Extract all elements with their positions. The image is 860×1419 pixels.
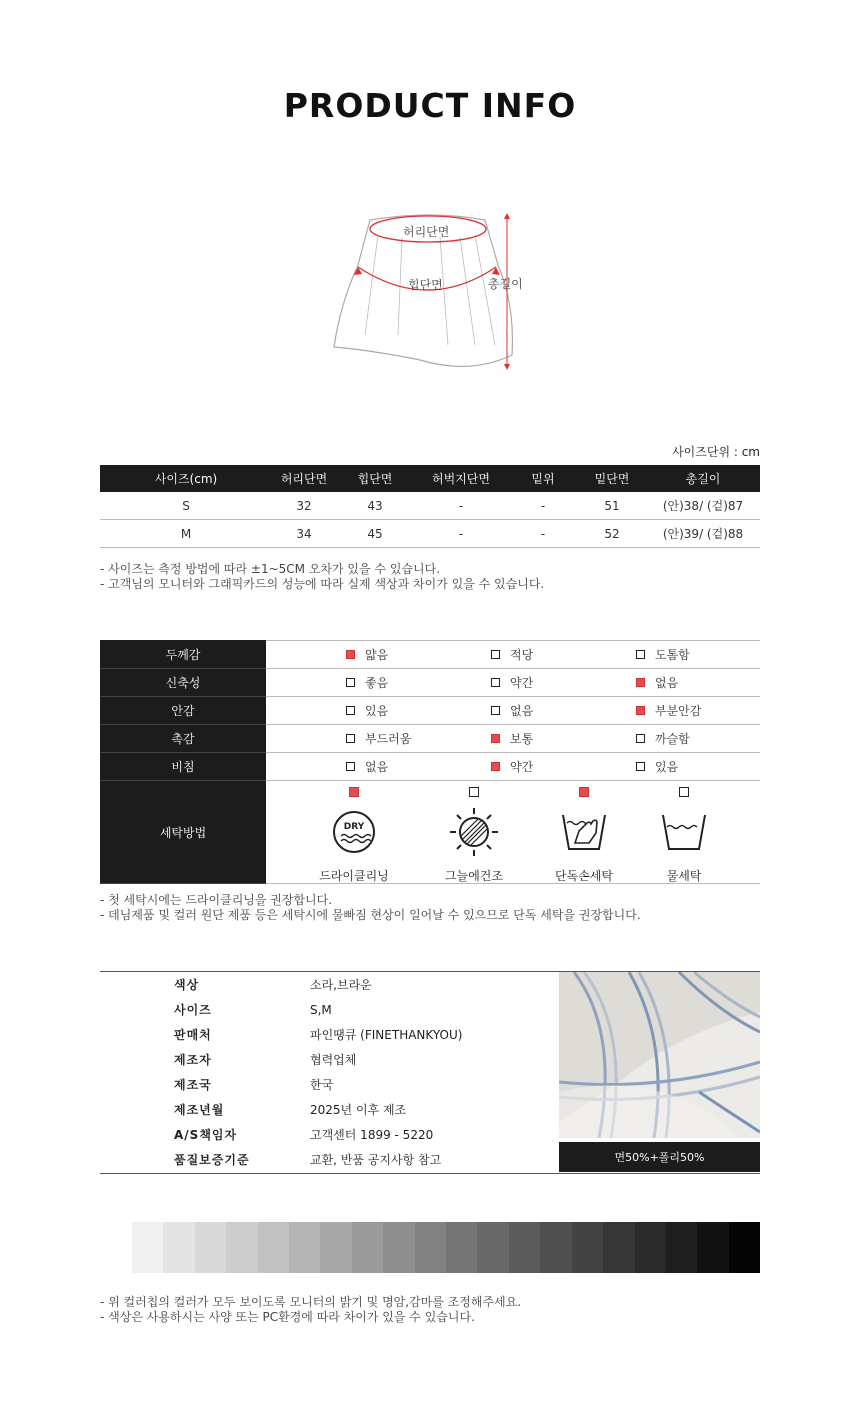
checkbox-icon — [491, 650, 500, 659]
note-line: - 색상은 사용하시는 사양 또는 PC환경에 따라 차이가 있을 수 있습니다. — [100, 1310, 475, 1324]
checkbox-icon — [346, 762, 355, 771]
dry-clean-icon — [309, 803, 399, 861]
fabric-image — [559, 972, 760, 1138]
checkbox-icon — [491, 762, 500, 771]
material-label: 면50%+폴리50% — [559, 1142, 760, 1172]
color-chip — [163, 1222, 194, 1273]
info-value: 고객센터 1899 - 5220 — [310, 1128, 434, 1142]
wash-option — [539, 787, 629, 884]
info-value: 소라,브라운 — [310, 978, 372, 992]
color-chip — [383, 1222, 414, 1273]
color-chip — [697, 1222, 728, 1273]
info-key: 제조국 — [174, 1078, 212, 1092]
wash-label: 단독손세탁 — [555, 869, 613, 883]
option-unchecked — [346, 674, 388, 691]
checkbox-icon — [469, 787, 479, 797]
color-chip — [603, 1222, 634, 1273]
info-row — [100, 1022, 558, 1047]
color-chip — [477, 1222, 508, 1273]
checkbox-icon — [636, 678, 645, 687]
wash-option — [309, 787, 399, 884]
color-chip — [226, 1222, 257, 1273]
checkbox-icon — [636, 706, 645, 715]
checkbox-icon — [636, 734, 645, 743]
attribute-options — [266, 725, 760, 753]
option-label: 보통 — [510, 732, 534, 746]
color-chip — [289, 1222, 320, 1273]
note-line: - 첫 세탁시에는 드라이클리닝을 권장합니다. — [100, 893, 333, 907]
table-cell: 43 — [336, 492, 414, 520]
table-cell: 51 — [578, 492, 646, 520]
thigh-header: 허벅지단면 — [414, 465, 508, 492]
info-value: 협력업체 — [310, 1053, 357, 1067]
hand-wash-icon — [539, 803, 629, 861]
option-unchecked — [491, 646, 533, 663]
color-chip-bar — [132, 1222, 760, 1273]
table-row — [100, 520, 760, 548]
table-cell: - — [414, 492, 508, 520]
waist-header: 허리단면 — [272, 465, 336, 492]
size-table — [100, 465, 760, 548]
attribute-label: 비침 — [100, 753, 266, 781]
info-row — [100, 997, 558, 1022]
info-row — [100, 1072, 558, 1097]
wash-option — [429, 787, 519, 884]
info-key: 품질보증기준 — [174, 1153, 250, 1167]
attribute-row — [100, 641, 760, 669]
color-chip — [258, 1222, 289, 1273]
rise-header: 밑위 — [508, 465, 578, 492]
attribute-label: 안감 — [100, 697, 266, 725]
option-unchecked — [346, 730, 411, 747]
info-key: 제조년월 — [174, 1103, 225, 1117]
option-label: 약간 — [510, 760, 534, 774]
attribute-options — [266, 669, 760, 697]
option-unchecked — [636, 646, 690, 663]
checkbox-icon — [579, 787, 589, 797]
table-cell: 32 — [272, 492, 336, 520]
color-chip — [729, 1222, 760, 1273]
option-unchecked — [636, 730, 690, 747]
option-label: 부분안감 — [655, 704, 702, 718]
size-header: 사이즈(cm) — [100, 465, 272, 492]
attribute-options — [266, 697, 760, 725]
size-notes — [100, 562, 544, 592]
option-label: 좋음 — [365, 676, 389, 690]
checkbox-icon — [491, 706, 500, 715]
option-unchecked — [346, 758, 388, 775]
option-label: 없음 — [365, 760, 389, 774]
info-value: 한국 — [310, 1078, 334, 1092]
table-row — [100, 492, 760, 520]
info-row — [100, 1047, 558, 1072]
table-cell: S — [100, 492, 272, 520]
info-row — [100, 1147, 558, 1172]
color-chip — [415, 1222, 446, 1273]
option-checked — [346, 646, 388, 663]
wash-notes — [100, 893, 641, 923]
color-notes — [100, 1295, 521, 1325]
info-value: 2025년 이후 제조 — [310, 1103, 407, 1117]
checkbox-icon — [346, 678, 355, 687]
info-key: 제조자 — [174, 1053, 212, 1067]
washing-options — [266, 781, 760, 884]
info-value: 파인땡큐 (FINETHANKYOU) — [310, 1028, 463, 1042]
info-key: 사이즈 — [174, 1003, 212, 1017]
option-checked — [636, 702, 701, 719]
page-title: PRODUCT INFO — [283, 86, 577, 125]
washing-label: 세탁방법 — [100, 781, 266, 884]
color-chip — [446, 1222, 477, 1273]
option-unchecked — [636, 758, 678, 775]
attribute-table — [100, 640, 760, 884]
table-cell: (안)38/ (겉)87 — [646, 492, 760, 520]
checkbox-icon — [346, 734, 355, 743]
info-key: A/S책임자 — [174, 1128, 238, 1142]
color-chip — [195, 1222, 226, 1273]
checkbox-icon — [349, 787, 359, 797]
color-chip — [540, 1222, 571, 1273]
waist-label: 허리단면 — [403, 225, 450, 239]
option-label: 없음 — [510, 704, 534, 718]
attribute-label: 촉감 — [100, 725, 266, 753]
option-checked — [491, 758, 533, 775]
wash-option — [639, 787, 729, 884]
table-cell: 34 — [272, 520, 336, 548]
info-key: 판매처 — [174, 1028, 212, 1042]
option-label: 없음 — [655, 676, 679, 690]
wash-label: 그늘에건조 — [445, 869, 503, 883]
info-row — [100, 1122, 558, 1147]
info-row — [100, 1097, 558, 1122]
color-chip — [320, 1222, 351, 1273]
attribute-row — [100, 697, 760, 725]
checkbox-icon — [636, 762, 645, 771]
attribute-label: 신축성 — [100, 669, 266, 697]
attribute-row — [100, 669, 760, 697]
hip-header: 힙단면 — [336, 465, 414, 492]
shade-dry-icon — [429, 803, 519, 861]
option-unchecked — [491, 674, 533, 691]
checkbox-icon — [491, 734, 500, 743]
note-line: - 고객님의 모니터와 그래픽카드의 성능에 따라 실제 색상과 차이가 있을 수 있습니다. — [100, 577, 545, 591]
color-chip — [572, 1222, 603, 1273]
skirt-diagram — [320, 205, 540, 380]
option-unchecked — [491, 702, 533, 719]
color-chip — [509, 1222, 540, 1273]
hem-header: 밑단면 — [578, 465, 646, 492]
attribute-label: 두께감 — [100, 641, 266, 669]
option-label: 있음 — [365, 704, 389, 718]
hip-label: 힙단면 — [408, 278, 443, 292]
product-info — [100, 971, 760, 1174]
color-chip — [132, 1222, 163, 1273]
dry-text: DRY — [343, 822, 365, 832]
note-line: - 위 컬러칩의 컬러가 모두 보이도록 모니터의 밝기 및 명암,감마를 조정해주세요. — [100, 1295, 522, 1309]
option-label: 있음 — [655, 760, 679, 774]
info-value: 교환, 반품 공지사항 참고 — [310, 1153, 442, 1167]
length-header: 총길이 — [646, 465, 760, 492]
washing-row — [100, 781, 760, 884]
water-wash-icon — [639, 803, 729, 861]
wash-label: 물세탁 — [666, 869, 702, 883]
checkbox-icon — [636, 650, 645, 659]
option-label: 부드러움 — [365, 732, 412, 746]
option-label: 얇음 — [365, 648, 389, 662]
table-cell: 45 — [336, 520, 414, 548]
info-row — [100, 972, 558, 997]
note-line: - 데님제품 및 컬러 원단 제품 등은 세탁시에 물빠짐 현상이 일어날 수 있으므로 단독 세탁을 권장합니다. — [100, 908, 641, 922]
size-unit: 사이즈단위 : cm — [672, 445, 760, 459]
length-label: 총길이 — [488, 277, 523, 291]
option-label: 약간 — [510, 676, 534, 690]
info-value: S,M — [310, 1002, 332, 1017]
table-cell: - — [508, 520, 578, 548]
option-unchecked — [346, 702, 388, 719]
option-label: 적당 — [510, 648, 534, 662]
table-cell: - — [508, 492, 578, 520]
note-line: - 사이즈는 측정 방법에 따라 ±1~5CM 오차가 있을 수 있습니다. — [100, 562, 441, 576]
checkbox-icon — [346, 650, 355, 659]
table-cell: (안)39/ (겉)88 — [646, 520, 760, 548]
color-chip — [666, 1222, 697, 1273]
attribute-options — [266, 641, 760, 669]
table-cell: 52 — [578, 520, 646, 548]
option-label: 도톰함 — [655, 648, 690, 662]
option-label: 까슬함 — [655, 732, 690, 746]
info-key: 색상 — [174, 978, 200, 992]
checkbox-icon — [491, 678, 500, 687]
checkbox-icon — [679, 787, 689, 797]
attribute-options — [266, 753, 760, 781]
attribute-row — [100, 753, 760, 781]
attribute-row — [100, 725, 760, 753]
color-chip — [635, 1222, 666, 1273]
table-cell: M — [100, 520, 272, 548]
table-cell: - — [414, 520, 508, 548]
checkbox-icon — [346, 706, 355, 715]
color-chip — [352, 1222, 383, 1273]
option-checked — [491, 730, 533, 747]
wash-label: 드라이클리닝 — [319, 869, 389, 883]
option-checked — [636, 674, 678, 691]
